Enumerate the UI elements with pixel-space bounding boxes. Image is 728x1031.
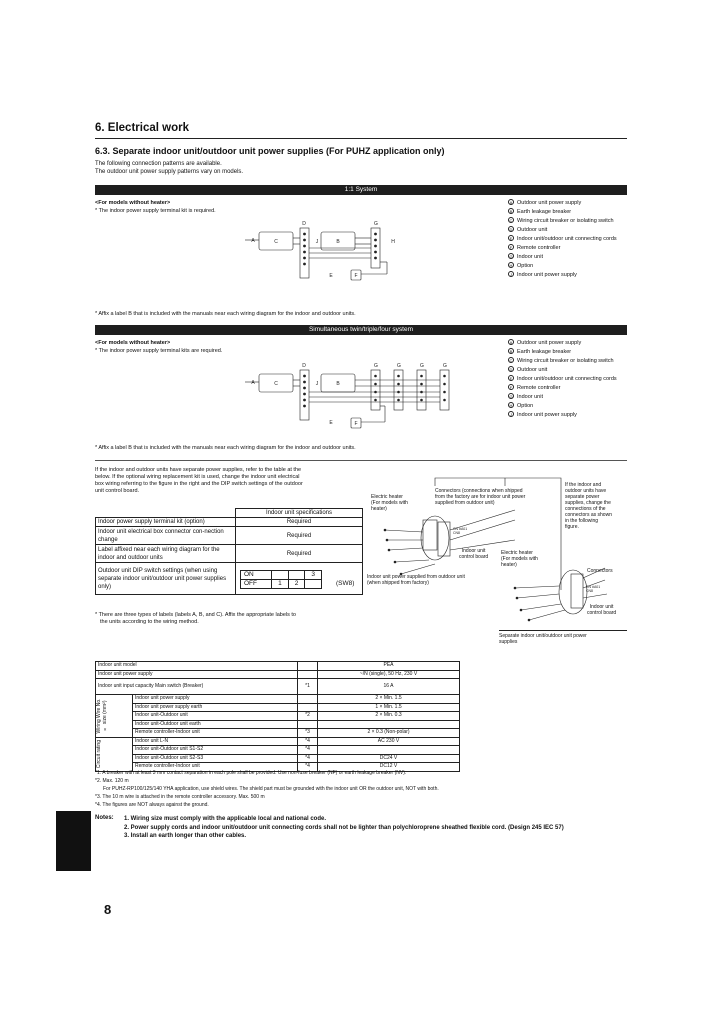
legend-2 [508,339,617,420]
spec-label: Outdoor unit DIP switch settings (when using separate indoor unit/outdoor unit power supplies only) [96,563,236,595]
circuit-group-label: Circuit rating [96,739,102,769]
wiring-group-label: Wiring Wire No. × size (mm²) [96,698,108,734]
diag2-label-g4: G [443,363,447,369]
spec-value: Required [236,518,363,527]
table-footnotes: *1. A breaker with at least 3 mm contact separation in each pole shall be provided. Use non-fuse breaker (NF) or earth leakage breaker (NV). *2. Max. 120 m For PUHZ-RP100/125/140 YHA application, use shield wires. The shield part must be grounded with the indoor unit OR the outdoor unit, NOT with both. *3. The 10 m wire is attached in the remote controller accessory. Max. 500 m *4. The figures are NOT always against the ground. [95,770,439,808]
fig-heater-right: Electric heater (For models with heater) [501,550,538,568]
cn-label-a2: CN8 [453,531,461,535]
legend-item: G Indoor unit [509,394,543,400]
diag2-label-j: J [315,381,319,387]
system2-bar: Simultaneous twin/triple/four system [95,325,627,335]
spec-value: Required [236,527,363,545]
table-row: Indoor unit-Outdoor unit S2-S3 *4 DC24 V [96,754,460,763]
cn-label-b1: CN #A01 [586,585,601,589]
diag1-label-f: F [354,273,358,279]
diag1-label-a: A [251,238,255,244]
fig-supplied-from-outdoor: Indoor unit power supplied from outdoor unit (when shipped from factory) [367,574,465,586]
section-divider [95,460,627,461]
legend-item: A Outdoor unit power supply [509,340,582,346]
legend-1 [508,199,617,280]
notes-list [124,815,634,841]
diag2-label-d: D [302,363,306,369]
spec-header: Indoor unit specifications [236,509,363,518]
system2-note: * The indoor power supply terminal kits are required. [95,348,223,354]
fig-connectors-note: Connectors (connections when shipped from the factory are for indoor unit power supplied from outdoor unit) [435,488,526,506]
fig-control-board-a: Indoor unit control board [459,548,489,560]
table-row: Indoor unit-Outdoor unit *2 2 × Min. 0.3 [96,712,460,721]
diag2-label-g1: G [374,363,378,369]
legend-item: G Indoor unit [509,254,543,260]
diag1-label-b: B [336,239,340,245]
fig-connectors: Connectors [587,568,613,574]
spec-label: Label affixed near each wiring diagram for the indoor and outdoor units [96,545,236,563]
spec-table-pea [95,661,460,772]
table-row: Indoor unit model PEA [96,662,460,671]
dip-switch [240,570,322,589]
intro-line-1: The following connection patterns are available. [95,161,222,167]
section-rule [95,138,627,139]
table-row: Circuit rating Indoor unit L-N *4 AC 230 V [96,737,460,746]
fig-control-board-b: Indoor unit control board [587,604,617,616]
fig-right-note: If the indoor and outdoor units have separate power supplies, change the connections of the connectors as shown in the following figure. [565,482,612,530]
fig-separate-caption: Separate indoor unit/outdoor unit power supplies [499,633,587,645]
legend-item: H Option [509,403,534,409]
dip-3-label: 3 [305,571,322,580]
legend-item: F Remote controller [509,245,561,251]
spec-dip-cell [236,563,363,595]
indoor-spec-table [95,508,363,595]
legend-item: H Option [509,263,534,269]
legend-item: J Indoor unit power supply [510,412,577,418]
subsection-title: 6.3. Separate indoor unit/outdoor unit power supplies (For PUHZ application only) [95,146,445,156]
legend-item: J Indoor unit power supply [510,272,577,278]
legend-item: D Outdoor unit [509,227,548,233]
diag2-label-f: F [354,421,358,427]
spec-label: Indoor unit electrical box connector con-nection change [96,527,236,545]
labels-note: * There are three types of labels (labels A, B, and C). Affix the appropriate labels to the units according to the wiring method. [95,612,296,625]
dip-1-label: 1 [272,580,289,589]
intro-line-2: The outdoor unit power supply patterns vary on models. [95,169,244,175]
diag1-label-c: C [274,239,278,245]
legend-item: A Outdoor unit power supply [509,200,582,206]
diag2-label-g3: G [420,363,424,369]
dip-switch-name: (SW8) [336,580,355,587]
diag2-label-e: E [329,420,333,426]
fig-heater-left: Electric heater (For models with heater) [371,494,408,512]
note-item: 2. Power supply cords and indoor unit/outdoor unit connecting cords shall not be lighter than polychloroprene sheathed flexible cord. (Design 245 IEC 57) [124,824,564,831]
system1-bar: 1:1 System [95,185,627,195]
legend-item: B Earth leakage breaker [509,349,572,355]
diag2-label-g2: G [397,363,401,369]
diag1-label-d: D [302,221,306,227]
wiring-diagram-2 [245,360,465,438]
page-number: 8 [104,902,112,917]
separate-text: If the indoor and outdoor units have separate power supplies, refer to the table at the below. If the optional wiring replacement kit is used, change the indoor unit electrical box wiring referring to the figure in the right and the DIP switch settings of the outdoor unit control board. [95,467,303,494]
dip-on-label: ON [241,571,272,580]
separate-figure [365,470,627,655]
system1-note: * The indoor power supply terminal kit is required. [95,208,216,214]
legend-item: F Remote controller [509,385,561,391]
legend-item: E Indoor unit/outdoor unit connecting cords [509,236,617,242]
notes-label: Notes: [95,815,114,821]
spec-label: Indoor power supply terminal kit (option) [96,518,236,527]
dip-2-label: 2 [288,580,305,589]
system2-heading: <For models without heater> [95,340,171,346]
table-row: Indoor unit input capacity Main switch (Breaker) *1 16 A [96,679,460,695]
note-item: 1. Wiring size must comply with the applicable local and national code. [124,816,326,822]
system2-affix: * Affix a label B that is included with the manuals near each wiring diagram for the indoor and outdoor units. [95,445,356,451]
diag2-label-a: A [251,380,255,386]
legend-item: E Indoor unit/outdoor unit connecting cords [509,376,617,382]
table-row: Indoor unit-Outdoor unit earth [96,720,460,729]
cn-label-a1: CN #A01 [453,527,468,531]
table-row: Indoor unit power supply ~/N (single), 50 Hz, 230 V [96,670,460,679]
spec-value: Required [236,545,363,563]
fig-caption-rule [499,630,627,631]
legend-item: C Wiring circuit breaker or isolating switch [509,358,614,364]
legend-item: C Wiring circuit breaker or isolating switch [509,218,614,224]
diag2-label-b: B [336,381,340,387]
diag1-label-g: G [374,221,378,227]
table-row: Wiring Wire No. × size (mm²) Indoor unit power supply 2 × Min. 1.5 [96,695,460,704]
table-row: Remote controller-Indoor unit *3 2 × 0.3 (Non-polar) [96,729,460,738]
legend-item: D Outdoor unit [509,367,548,373]
legend-item: B Earth leakage breaker [509,209,572,215]
diag2-label-c: C [274,381,278,387]
system1-affix: * Affix a label B that is included with the manuals near each wiring diagram for the indoor and outdoor units. [95,311,356,317]
note-item: 3. Install an earth longer than other cables. [124,833,247,839]
dip-off-label: OFF [241,580,272,589]
table-row: Indoor unit-Outdoor unit S1-S2 *4 [96,746,460,755]
wiring-diagram-1 [245,218,410,290]
side-tab [56,811,91,871]
table-row: Remote controller-Indoor unit *4 DC12 V [96,763,460,772]
diag1-label-j: J [315,239,319,245]
system1-heading: <For models without heater> [95,200,171,206]
cn-label-b2: CN8 [586,589,594,593]
diag1-label-h: H [391,239,395,245]
diag1-label-e: E [329,273,333,279]
section-title: 6. Electrical work [95,122,189,134]
table-row: Indoor unit power supply earth 1 × Min. 1.5 [96,703,460,712]
